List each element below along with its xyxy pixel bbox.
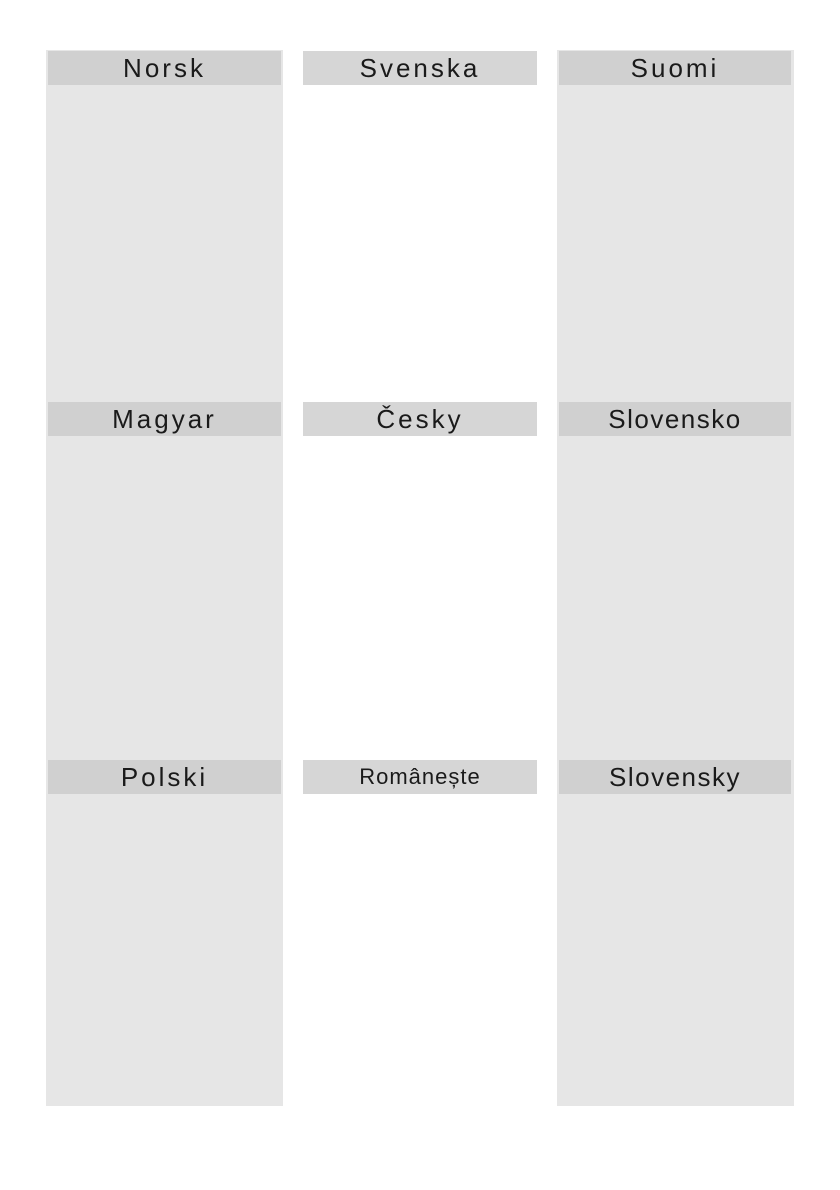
language-label-slovensko: Slovensko xyxy=(559,402,791,436)
language-label-svenska: Svenska xyxy=(303,51,537,85)
language-label-polski: Polski xyxy=(48,760,281,794)
language-label-suomi: Suomi xyxy=(559,51,791,85)
language-label-slovensky: Slovensky xyxy=(559,760,791,794)
language-label-norsk: Norsk xyxy=(48,51,281,85)
language-label-cesky: Česky xyxy=(303,402,537,436)
left-shaded-column xyxy=(46,50,283,1106)
language-label-magyar: Magyar xyxy=(48,402,281,436)
language-label-romaneste: Românește xyxy=(303,760,537,794)
middle-column xyxy=(303,50,540,1106)
right-shaded-column xyxy=(557,50,794,1106)
